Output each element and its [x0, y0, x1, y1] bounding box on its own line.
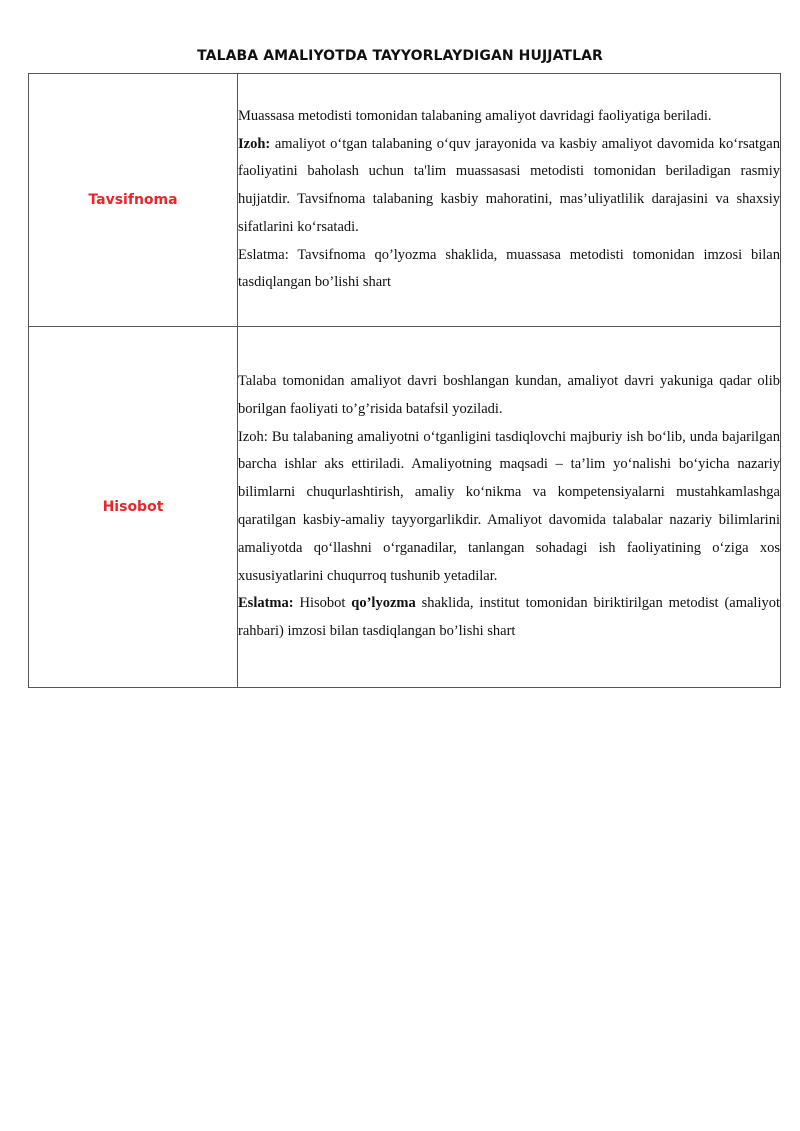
description-paragraph: Talaba tomonidan amaliyot davri boshlangan kundan, amaliyot davri yakuniga qadar olib borilgan faoliyati to’g’risida batafsil yoziladi.	[238, 373, 780, 417]
page-title: TALABA AMALIYOTDA TAYYORLAYDIGAN HUJJATLAR	[197, 48, 603, 64]
note-text: amaliyot o‘tgan talabaning o‘quv jarayonida va kasbiy amaliyot davomida ko‘rsatgan faoliyatini baholash uchun ta'lim muassasasi metodisti tomonidan beriladigan rasmiy hujjatdir. Tavsifnoma talabaning kasbiy mahoratini, mas’uliyatlilik darajasini va shaxsiy sifatlarini ko‘rsatadi.	[238, 135, 780, 235]
remark-paragraph: Eslatma: Tavsifnoma qo’lyozma shaklida, muassasa metodisti tomonidan imzosi bilan tasdiqlangan bo’lishi shart	[238, 246, 780, 291]
table-row-hisobot	[29, 327, 781, 688]
remark-paragraph	[238, 590, 780, 646]
row-label-cell	[29, 327, 238, 688]
row-content-cell	[238, 327, 781, 688]
row-content-cell	[238, 74, 781, 327]
remark-text-a: Hisobot	[293, 595, 352, 612]
documents-table	[28, 73, 781, 688]
description-paragraph: Muassasa metodisti tomonidan talabaning amaliyot davridagi faoliyatiga beriladi.	[238, 107, 712, 124]
remark-bold: qo’lyozma	[351, 595, 416, 612]
remark-label: Eslatma:	[238, 595, 294, 612]
note-paragraph: Izoh: Bu talabaning amaliyotni o‘tganligini tasdiqlovchi majburiy ish bo‘lib, unda bajarilgan barcha ishlar aks ettiriladi. Amaliyotning maqsadi – ta’lim yo‘nalishi bo‘yicha nazariy bilimlarni chuqurlashtirish, amaliy ko‘nikma va kompetensiyalarni mustahkamlashga qaratilgan kasbiy-amaliy tayyorgarlikdir. Amaliyot davomida talabalar nazariy bilimlarini amaliyotda qo‘llashni o‘rganadilar, tanlangan sohadagi ish faoliyatining o‘ziga xos xususiyatlarini chuqurroq tushunib yetadilar.	[238, 428, 780, 584]
row-label-hisobot: Hisobot	[102, 499, 164, 515]
row-label-cell	[29, 74, 238, 327]
note-paragraph	[238, 131, 780, 242]
row-label-tavsifnoma: Tavsifnoma	[88, 192, 178, 208]
table-row-tavsifnoma	[29, 74, 781, 327]
remark-text-b: shaklida, institut tomonidan biriktirilgan metodist (amaliyot rahbari) imzosi bilan tasdiqlangan bo’lishi shart	[238, 595, 781, 640]
note-label: Izoh:	[238, 135, 271, 152]
